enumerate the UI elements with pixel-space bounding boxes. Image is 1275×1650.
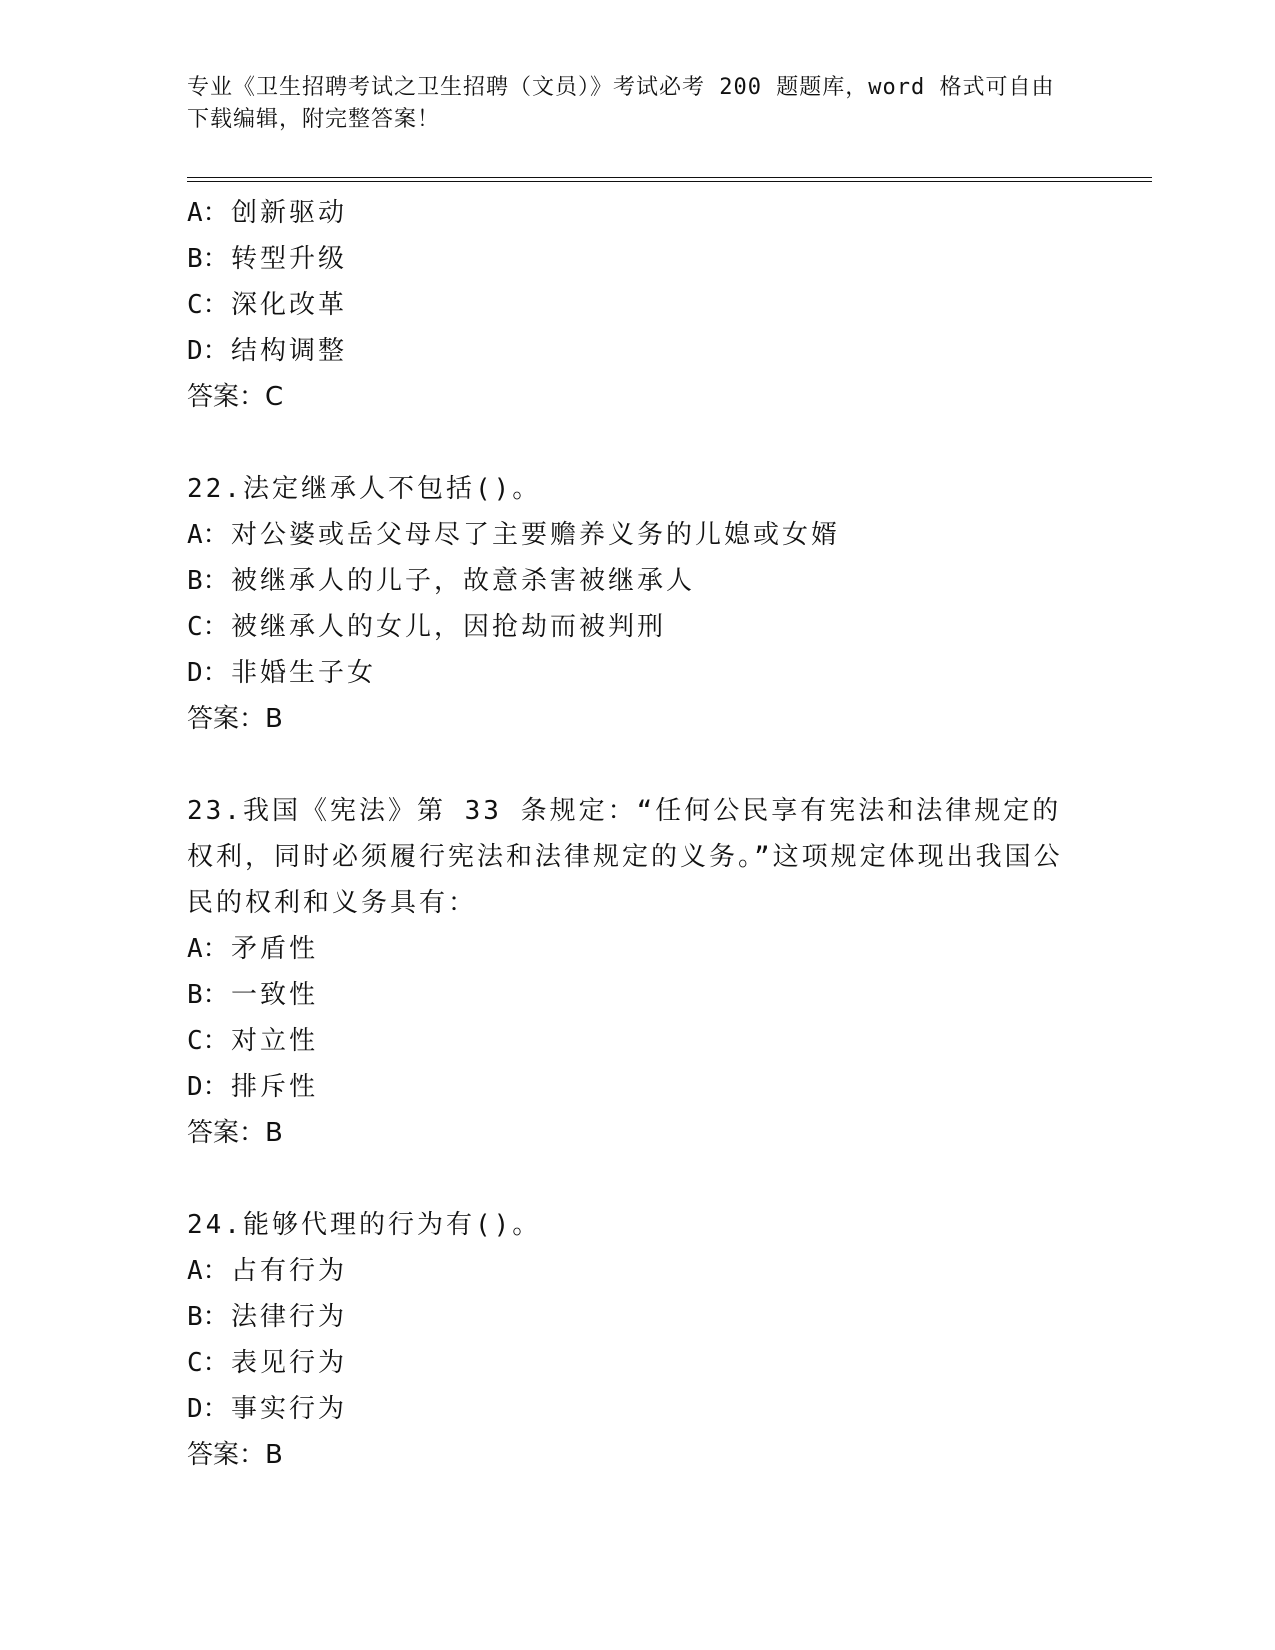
header-divider-bottom	[187, 181, 1152, 182]
option-c	[187, 604, 1087, 650]
option-text: 创新驱动	[231, 198, 348, 228]
option-text: 转型升级	[231, 244, 348, 274]
question-23	[187, 788, 1087, 1156]
option-letter: D：	[187, 336, 229, 366]
answer: 答案：B	[187, 704, 283, 734]
option-letter: B：	[187, 1302, 229, 1332]
option-text: 表见行为	[231, 1348, 348, 1378]
option-letter: A：	[187, 1256, 229, 1286]
option-b	[187, 558, 1087, 604]
answer: 答案：B	[187, 1440, 283, 1470]
question-list	[187, 190, 1087, 1478]
option-b	[187, 236, 1087, 282]
option-c	[187, 282, 1087, 328]
question-stem: 22.法定继承人不包括()。	[187, 474, 542, 504]
option-a	[187, 1248, 1087, 1294]
option-letter: C：	[187, 290, 229, 320]
option-text: 对公婆或岳父母尽了主要赡养义务的儿媳或女婿	[231, 520, 841, 550]
option-a	[187, 190, 1087, 236]
option-letter: B：	[187, 244, 229, 274]
answer: 答案：C	[187, 382, 284, 412]
option-letter: B：	[187, 566, 229, 596]
question-21	[187, 190, 1087, 420]
question-22	[187, 466, 1087, 742]
option-text: 事实行为	[231, 1394, 348, 1424]
option-a	[187, 512, 1087, 558]
option-text: 被继承人的女儿，因抢劫而被判刑	[231, 612, 667, 642]
option-letter: B：	[187, 980, 229, 1010]
answer: 答案：B	[187, 1118, 283, 1148]
option-letter: D：	[187, 1394, 229, 1424]
option-text: 排斥性	[231, 1072, 319, 1102]
option-text: 被继承人的儿子，故意杀害被继承人	[231, 566, 696, 596]
option-text: 占有行为	[231, 1256, 348, 1286]
option-text: 深化改革	[231, 290, 348, 320]
option-letter: A：	[187, 198, 229, 228]
header-divider-top	[187, 177, 1152, 178]
option-text: 矛盾性	[231, 934, 319, 964]
option-d	[187, 650, 1087, 696]
option-text: 一致性	[231, 980, 319, 1010]
option-letter: D：	[187, 1072, 229, 1102]
option-letter: D：	[187, 658, 229, 688]
option-text: 对立性	[231, 1026, 319, 1056]
option-letter: C：	[187, 1348, 229, 1378]
option-text: 结构调整	[231, 336, 348, 366]
option-letter: C：	[187, 1026, 229, 1056]
option-letter: C：	[187, 612, 229, 642]
option-d	[187, 328, 1087, 374]
option-a	[187, 926, 1087, 972]
option-b	[187, 1294, 1087, 1340]
option-c	[187, 1340, 1087, 1386]
option-d	[187, 1386, 1087, 1432]
option-c	[187, 1018, 1087, 1064]
question-24	[187, 1202, 1087, 1478]
option-text: 法律行为	[231, 1302, 348, 1332]
question-stem: 23.我国《宪法》第 33 条规定：“任何公民享有宪法和法律规定的权利，同时必须履行宪法和法律规定的义务。”这项规定体现出我国公民的权利和义务具有：	[187, 796, 1063, 918]
document-header: 专业《卫生招聘考试之卫生招聘（文员）》考试必考 200 题题库，word 格式可自由下载编辑，附完整答案！	[187, 75, 1055, 132]
option-b	[187, 972, 1087, 1018]
option-d	[187, 1064, 1087, 1110]
option-letter: A：	[187, 934, 229, 964]
option-text: 非婚生子女	[231, 658, 377, 688]
question-stem: 24.能够代理的行为有()。	[187, 1210, 542, 1240]
option-letter: A：	[187, 520, 229, 550]
